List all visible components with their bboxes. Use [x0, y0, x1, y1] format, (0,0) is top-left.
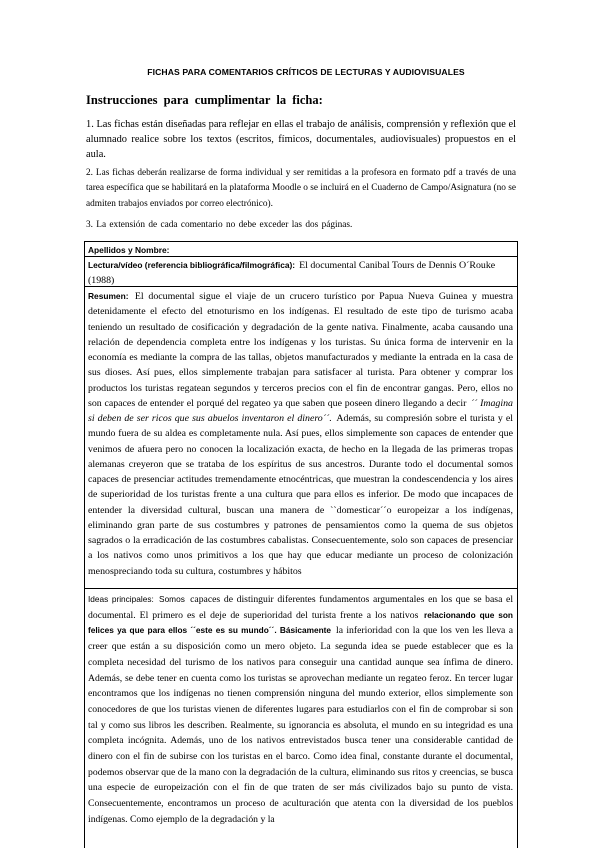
summary-quote: ´´ Imagina si deben de ser ricos que sus abuelos inventaron el dinero´´.	[88, 397, 513, 424]
summary-row	[85, 287, 517, 589]
instructions-heading: Instrucciones para cumplimentar la ficha:	[86, 93, 323, 107]
name-label: Apellidos y Nombre:	[88, 245, 170, 255]
reading-row	[85, 257, 517, 287]
ideas-text-1: capaces de distinguir diferentes fundamentos argumentales en los que se basa el documental. El primero es el deje de superioridad del turista frente a los nativos	[88, 594, 514, 621]
instruction-3: 3. La extensión de cada comentario no debe exceder las dos páginas.	[86, 220, 353, 230]
name-row	[85, 242, 517, 257]
ideas-text-2: la inferioridad con la que los ven les lleva a creer que están a su disposición como un mero objeto. La segunda idea se puede establecer que es la completa necesidad del turismo de los nativos para conseguir una cantidad aunque sea ínfima de dinero. Además, se debe tener en cuenta como los turistas se aprovechan mediante un regateo feroz. En tercer lugar encontramos que los indígenas no tienen comprensión ninguna del mundo exterior, ellos simplemente son conocedores de que los turistas vienen de diferentes lugares para estudiarlos con el fin de comprobar si son tal y como sus libros les describen. Realmente, su ignorancia es absoluta, el mundo en su integridad es una completa incógnita. Además, uno de los nativos entrevistados busca tener una considerable cantidad de dinero con el fin de subirse con los turistas en el barco. Como idea final, constante durante el documental, podemos observar que de la mano con la degradación de la cultura, eliminando sus ritos y creencias, se busca una especie de europeización con el fin de que traten de ser más civilizados bajo su punto de vista. Consecuentemente, encontramos un proceso de aculturación que atenta con la diversidad de los pueblos indígenas. Como ejemplo de la degradación y la	[88, 625, 514, 825]
reading-label: Lectura/vídeo (referencia bibliográfica/filmográfica):	[88, 260, 296, 270]
instruction-1: 1. Las fichas están diseñadas para reflejar en ellas el trabajo de análisis, comprensión y reflexión que el alumnado realice sobre los textos (escritos, fímicos, documentales, audiovisuales) propuestos en el aula.	[86, 119, 516, 161]
reading-value: El documental Canibal Tours de Dennis O´Rouke (1988)	[88, 260, 496, 286]
summary-text-2: Además, su compresión sobre el turista y el mundo fuera de su aldea es completamente nula. Así pues, ellos simplemente son capaces de entender que venimos de afuera pero no conocen la localización exacta, de hecho en la llegada de las primeras tropas alemanas creyeron que se trataba de los espíritus de sus ancestros. Durante todo el documental somos capaces de presenciar actitudes tremendamente etnocéntricas, que muestran la condescendencia y los aires de superioridad de los turistas frente a una cultura que para ellos es inferior. De modo que incapaces de entender la diversidad cultural, buscan una manera de ``domesticar´´o europeizar a los indígenas, eliminando gran parte de sus costumbres y patrones de pensamientos como la quema de sus objetos sagrados o la erradicación de las costumbres cabalistas. Consecuentemente, solo son capaces de presenciar a los nativos como unos primitivos a los que hay que educar mediante un proceso de colonización menospreciando toda su cultura, costumbres y hábitos	[88, 413, 513, 577]
ideas-label: Ideas principales:	[88, 594, 154, 604]
ideas-row	[85, 589, 517, 828]
instruction-2: 2. Las fichas deberán realizarse de forma individual y ser remitidas a la profesora en formato pdf a través de una tarea específica que se habilitará en la plataforma Moodle o se incluirá en el Cuaderno de Campo/Asignatura (no se admiten trabajos enviados por correo electrónico).	[86, 168, 516, 209]
document-title: FICHAS PARA COMENTARIOS CRÍTICOS DE LECTURAS Y AUDIOVISUALES	[147, 67, 465, 77]
ideas-bold-text: relacionando que son felices ya que para ellos ´´este es su mundo´´. Básicamente	[88, 609, 513, 636]
summary-label: Resumen:	[88, 291, 129, 301]
ideas-lead: Somos	[159, 594, 185, 604]
summary-text-1: El documental sigue el viaje de un crucero turístico por Papua Nueva Guinea y muestra detenidamente el efecto del etnoturismo en los indígenas. El resultado de este tipo de turismo acaba teniendo un resultado de cosificación y degradación de la gente nativa. Finalmente, acaba causando una relación de dependencia completa entre los indígenas y los turistas. Su única forma de intervenir en la economía es mediante la compra de las tallas, objetos manufacturados y mediante la entrada en la casa de sus dioses. Así pues, ellos simplemente trabajan para satisfacer al turista. Para obtener y comprar los productos los turistas regatean segundos y terceros precios con el fin de encontrar gangas. Pero, ellos no son capaces de entender el porqué del regateo ya que saben que poseen dinero llegando a decir	[88, 291, 514, 409]
comment-form-table	[84, 241, 518, 848]
